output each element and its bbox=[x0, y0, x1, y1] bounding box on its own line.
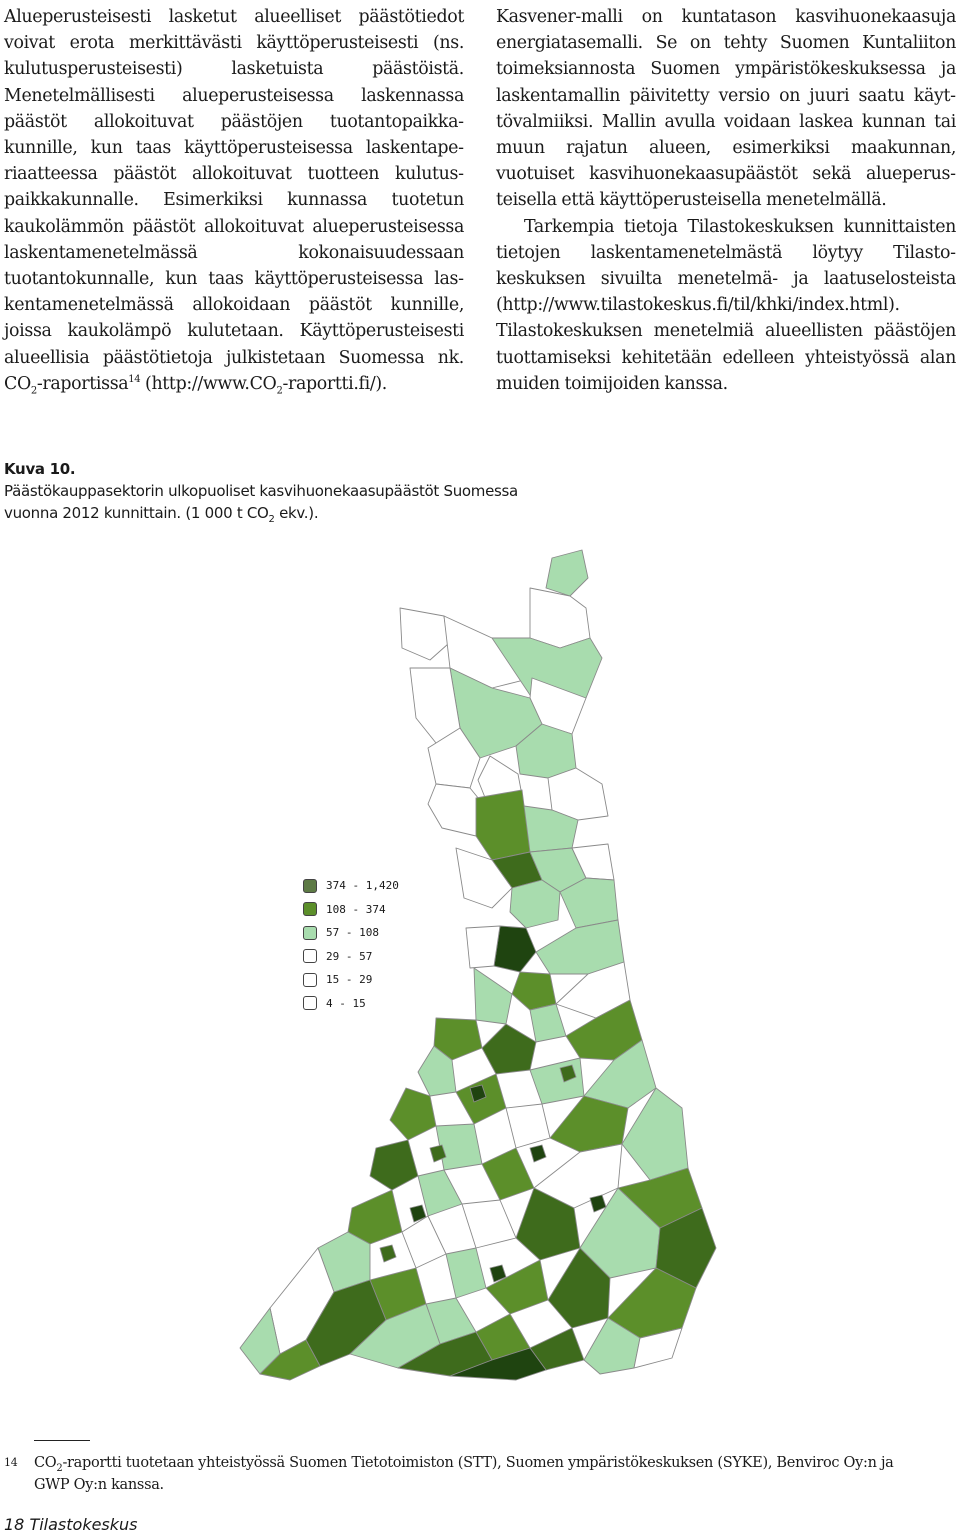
municipality-region bbox=[506, 1104, 550, 1148]
municipality-region bbox=[550, 1096, 628, 1152]
right-paragraph-1: Kasvener-malli on kuntatason kasvihuonekaasuja energiatasemalli. Se on tehty Suomen Kuntaliiton toimeksiannosta Suomen ympäristökeskuksessa ja laskentamallin päivitetty versio on juuri saatu käyttövalmiiksi. Mallin avulla voidaan laskea kunnan tai muun rajatun alueen, esimerkiksi maakunnan, vuotuiset kasvihuonekaasupäästöt sekä alueperusteisella että käyttöperusteisella menetelmällä. bbox=[496, 7, 956, 211]
footnote-ref[interactable]: 14 bbox=[128, 374, 141, 386]
footnote: 14 $CO_2$-raportti tuotetaan yhteistyössä Suomen Tietotoimiston (STT), Suomen ympäristökeskuksen (SYKE), Benviroc Oy:n ja GWP Oy:n kanssa. bbox=[4, 1452, 904, 1496]
legend-swatch bbox=[303, 949, 317, 963]
map-legend bbox=[303, 874, 399, 1015]
municipality-region bbox=[512, 972, 556, 1010]
municipality-region bbox=[348, 1190, 402, 1244]
municipality-region bbox=[546, 550, 588, 596]
legend-swatch bbox=[303, 973, 317, 987]
legend-item bbox=[303, 945, 399, 969]
legend-label: 108 - 374 bbox=[326, 902, 386, 916]
legend-swatch bbox=[303, 926, 317, 940]
municipality-region bbox=[370, 1140, 418, 1190]
legend-label: 374 - 1,420 bbox=[326, 879, 399, 893]
legend-item bbox=[303, 921, 399, 945]
right-text-column bbox=[496, 4, 956, 397]
footnote-divider bbox=[34, 1440, 90, 1441]
municipality-region bbox=[462, 1200, 516, 1248]
municipality-region bbox=[446, 1248, 486, 1298]
municipality-region bbox=[476, 790, 530, 860]
legend-item bbox=[303, 898, 399, 922]
legend-swatch bbox=[303, 996, 317, 1010]
right-paragraph-2: Tarkempia tietoja Tilastokeskuksen kunnittaisten tietojen laskentamenetelmästä löytyy Tilastokeskuksen sivuilta menetelmä- ja laatuselosteista (http://www.tilastokeskus.fi/til/khki/index.html). Tilastokeskuksen menetelmiä alueellisten päästöjen tuottamiseksi kehitetään edelleen yhteistyössä alan muiden toimijoiden kanssa. bbox=[496, 216, 956, 394]
municipality-region bbox=[482, 1024, 536, 1074]
municipality-region bbox=[530, 1058, 584, 1104]
legend-label: 4 - 15 bbox=[326, 996, 366, 1010]
left-text-column bbox=[4, 4, 464, 397]
municipality-region bbox=[402, 1216, 446, 1268]
legend-item bbox=[303, 968, 399, 992]
page-footer: 18 Tilastokeskus bbox=[4, 1515, 138, 1534]
figure-label: Kuva 10. bbox=[4, 460, 76, 478]
figure-caption: Kuva 10. Päästökauppasektorin ulkopuoliset kasvihuonekaasupäästöt Suomessa vuonna 2012 kunnittain. (1 000 t $CO_2$ ekv.). bbox=[4, 458, 564, 524]
left-paragraph: Alueperusteisesti lasketut alueelliset päästötiedot voivat erota merkittävästi käyttöperusteisesti (ns. kulutusperusteisesti) lasketuista päästöistä. Menetelmällisesti alueperusteisessa laskennassa päästöt allokoituvat päästöjen tuotantopaikkakunnille, kun taas käyttöperusteisessa laskentaperiaatteessa päästöt allokoituvat tuotteen kulutuspaikkakunnalle. Esimerkiksi kunnassa tuotetun kaukolämmön päästöt allokoituvat alueperusteisessa laskentamenetelmässä kokonaisuudessaan tuotantokunnalle, kun taas käyttöperusteisessa laskentamenetelmässä allokoidaan päästöt kunnille, joissa kaukolämpö kulutetaan. Käyttöperusteisesti alueellisia päästötietoja julkistetaan Suomessa nk. $CO_2-raportissa^{14}$ $(http://www.CO_2-raportti.fi/)$. bbox=[4, 7, 464, 397]
municipality-region bbox=[530, 1004, 566, 1042]
municipality-region bbox=[380, 1245, 396, 1262]
municipality-region bbox=[400, 608, 448, 660]
legend-item bbox=[303, 874, 399, 898]
municipality-region bbox=[418, 1170, 462, 1216]
municipality-region bbox=[466, 926, 500, 968]
legend-label: 57 - 108 bbox=[326, 926, 379, 940]
legend-item bbox=[303, 992, 399, 1016]
municipality-region bbox=[536, 920, 624, 974]
municipality-region bbox=[590, 1195, 606, 1212]
municipality-region bbox=[390, 1088, 436, 1140]
municipality-region bbox=[510, 880, 560, 928]
municipality-region-darkest bbox=[494, 926, 536, 972]
legend-swatch bbox=[303, 879, 317, 893]
municipality-region bbox=[530, 588, 590, 648]
legend-label: 15 - 29 bbox=[326, 973, 373, 987]
municipality-region bbox=[530, 1145, 546, 1162]
municipality-region bbox=[474, 968, 512, 1024]
municipality-region bbox=[482, 1148, 534, 1200]
legend-label: 29 - 57 bbox=[326, 949, 373, 963]
footnote-number: 14 bbox=[4, 1456, 18, 1469]
legend-swatch bbox=[303, 902, 317, 916]
